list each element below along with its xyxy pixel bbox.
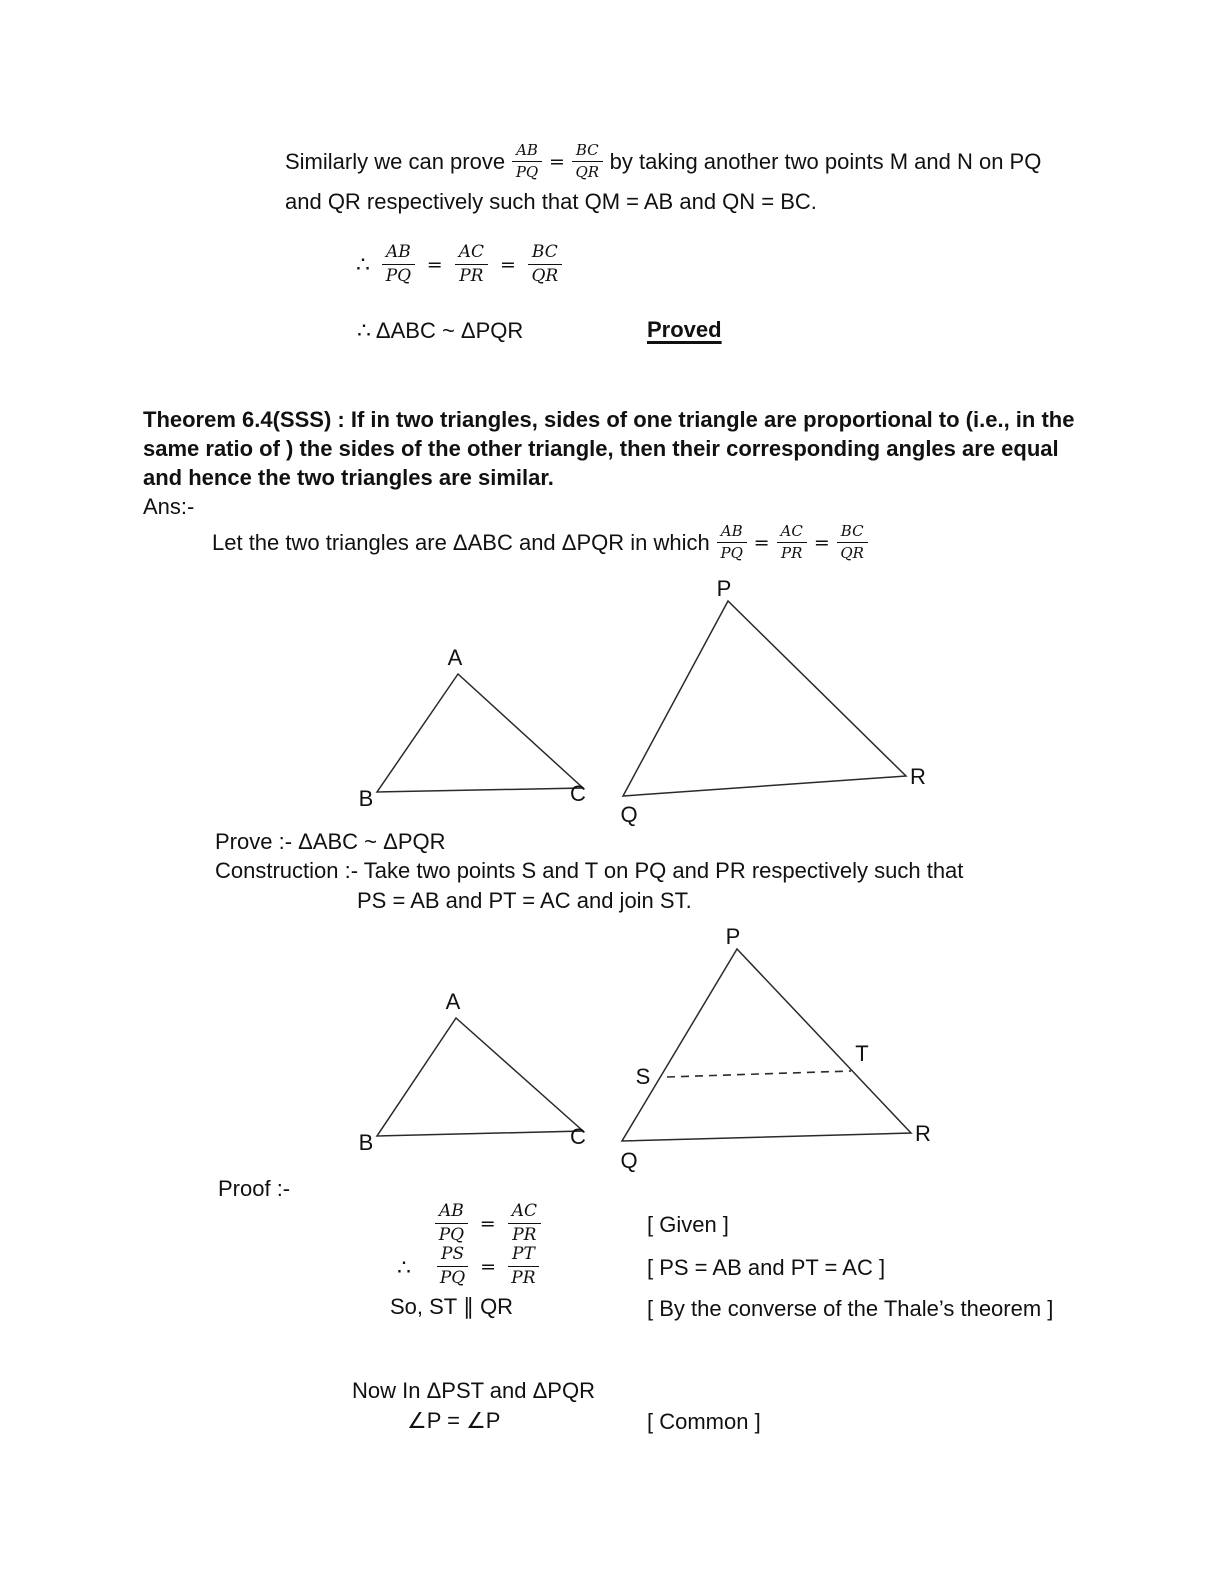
fraction-denominator: PQ — [720, 544, 743, 562]
segment-st-dashed — [667, 1071, 851, 1077]
fraction-numerator: AB — [435, 1203, 468, 1224]
fraction-denominator: PR — [511, 1268, 536, 1288]
fraction-denominator: PR — [459, 266, 484, 286]
fraction-bc-qr — [837, 524, 868, 561]
equals-sign: = — [500, 253, 516, 276]
equals-sign: = — [479, 1212, 496, 1235]
setup-line — [212, 524, 868, 561]
fraction-numerator: AB — [382, 244, 415, 265]
fraction-ac-pr — [777, 524, 807, 561]
proof-angle-line: ∠P = ∠P — [407, 1408, 501, 1433]
fraction-ab-pq — [382, 244, 415, 285]
therefore-symbol: ∴ — [397, 1255, 411, 1280]
fraction-ab-pq — [512, 143, 542, 180]
conclusion-ratio-row — [356, 244, 562, 285]
proof-angle-reason: [ Common ] — [647, 1409, 761, 1434]
vertex-label-q: Q — [620, 1148, 638, 1172]
proof-reason-2: [ PS = AB and PT = AC ] — [647, 1255, 886, 1280]
vertex-label-c: C — [570, 781, 586, 806]
equals-sign: = — [813, 531, 830, 554]
fraction-ps-pq — [437, 1246, 468, 1287]
fraction-numerator: AB — [717, 524, 747, 543]
therefore-symbol: ∴ — [356, 251, 370, 277]
prove-line: Prove :- ΔABC ~ ΔPQR — [215, 829, 446, 854]
equals-sign: = — [548, 150, 565, 173]
fraction-denominator: PR — [780, 544, 803, 562]
triangle-pqr — [623, 601, 906, 796]
triangle-abc — [377, 1018, 583, 1136]
fraction-denominator: PQ — [439, 1268, 466, 1288]
fraction-denominator: PQ — [385, 266, 412, 286]
construction-line-1: Construction :- Take two points S and T on PQ and PR respectively such that — [215, 858, 964, 883]
fraction-numerator: AC — [777, 524, 807, 543]
proof-equation-2 — [437, 1246, 539, 1287]
vertex-label-a: A — [445, 989, 461, 1014]
figure-similar-triangles-2 — [340, 910, 940, 1172]
equals-sign: = — [753, 531, 770, 554]
proof-reason-3: [ By the converse of the Thale’s theorem ] — [647, 1296, 1054, 1321]
fraction-ac-pr — [508, 1203, 541, 1244]
figure-similar-triangles-1 — [340, 565, 940, 830]
theorem-line-3: and hence the two triangles are similar. — [143, 465, 554, 490]
equals-sign: = — [426, 253, 443, 276]
fraction-denominator: PQ — [438, 1225, 465, 1245]
fraction-denominator: QR — [575, 163, 600, 181]
triangle-abc — [377, 674, 583, 792]
vertex-label-b: B — [358, 786, 374, 811]
fraction-numerator: BC — [572, 143, 603, 162]
intro-line-1 — [285, 143, 1041, 180]
fraction-bc-qr — [528, 244, 562, 285]
vertex-label-q: Q — [620, 802, 638, 827]
fraction-ac-pr — [455, 244, 488, 285]
intro-line-2: and QR respectively such that QM = AB and QN = BC. — [285, 189, 817, 214]
construction-line-2: PS = AB and PT = AC and join ST. — [357, 888, 692, 913]
point-label-s: S — [635, 1064, 651, 1089]
fraction-numerator: PS — [437, 1246, 468, 1267]
fraction-numerator: PT — [508, 1246, 539, 1267]
theorem-line-1: Theorem 6.4(SSS) : If in two triangles, sides of one triangle are proportional to (i.e., in the — [143, 407, 1075, 432]
similarity-conclusion: ∴ ΔABC ~ ΔPQR — [357, 318, 524, 343]
fraction-denominator: PQ — [515, 163, 539, 181]
fraction-ab-pq — [435, 1203, 468, 1244]
fraction-numerator: AB — [512, 143, 542, 162]
vertex-label-r: R — [910, 764, 926, 789]
proved-label: Proved — [647, 317, 722, 342]
fraction-pt-pr — [508, 1246, 539, 1287]
vertex-label-b: B — [358, 1130, 374, 1155]
proof-equation-1 — [435, 1203, 541, 1244]
proof-statement-3: So, ST ∥ QR — [390, 1294, 514, 1319]
fraction-numerator: AC — [508, 1203, 541, 1224]
theorem-statement — [143, 405, 1074, 492]
fraction-denominator: QR — [840, 544, 864, 562]
proof-reason-1: [ Given ] — [647, 1212, 729, 1237]
vertex-label-p: P — [716, 576, 732, 601]
point-label-t: T — [855, 1041, 869, 1066]
answer-label: Ans:- — [143, 494, 195, 519]
proof-now-line: Now In ΔPST and ΔPQR — [352, 1378, 595, 1403]
fraction-numerator: AC — [455, 244, 488, 265]
intro-text-post: by taking another two points M and N on PQ — [609, 148, 1042, 174]
fraction-ab-pq — [717, 524, 747, 561]
fraction-denominator: PR — [512, 1225, 537, 1245]
proof-title: Proof :- — [218, 1176, 291, 1201]
vertex-label-a: A — [447, 645, 463, 670]
theorem-line-2: same ratio of ) the sides of the other triangle, then their corresponding angles are equal — [143, 436, 1059, 461]
setup-text: Let the two triangles are ΔABC and ΔPQR in which — [212, 529, 710, 555]
fraction-denominator: QR — [531, 266, 559, 286]
intro-text-pre: Similarly we can prove — [285, 148, 506, 174]
fraction-bc-qr — [572, 143, 603, 180]
equals-sign: = — [480, 1255, 497, 1278]
vertex-label-r: R — [915, 1121, 931, 1146]
vertex-label-p: P — [725, 924, 741, 949]
fraction-numerator: BC — [837, 524, 868, 543]
vertex-label-c: C — [570, 1124, 586, 1149]
fraction-numerator: BC — [528, 244, 562, 265]
